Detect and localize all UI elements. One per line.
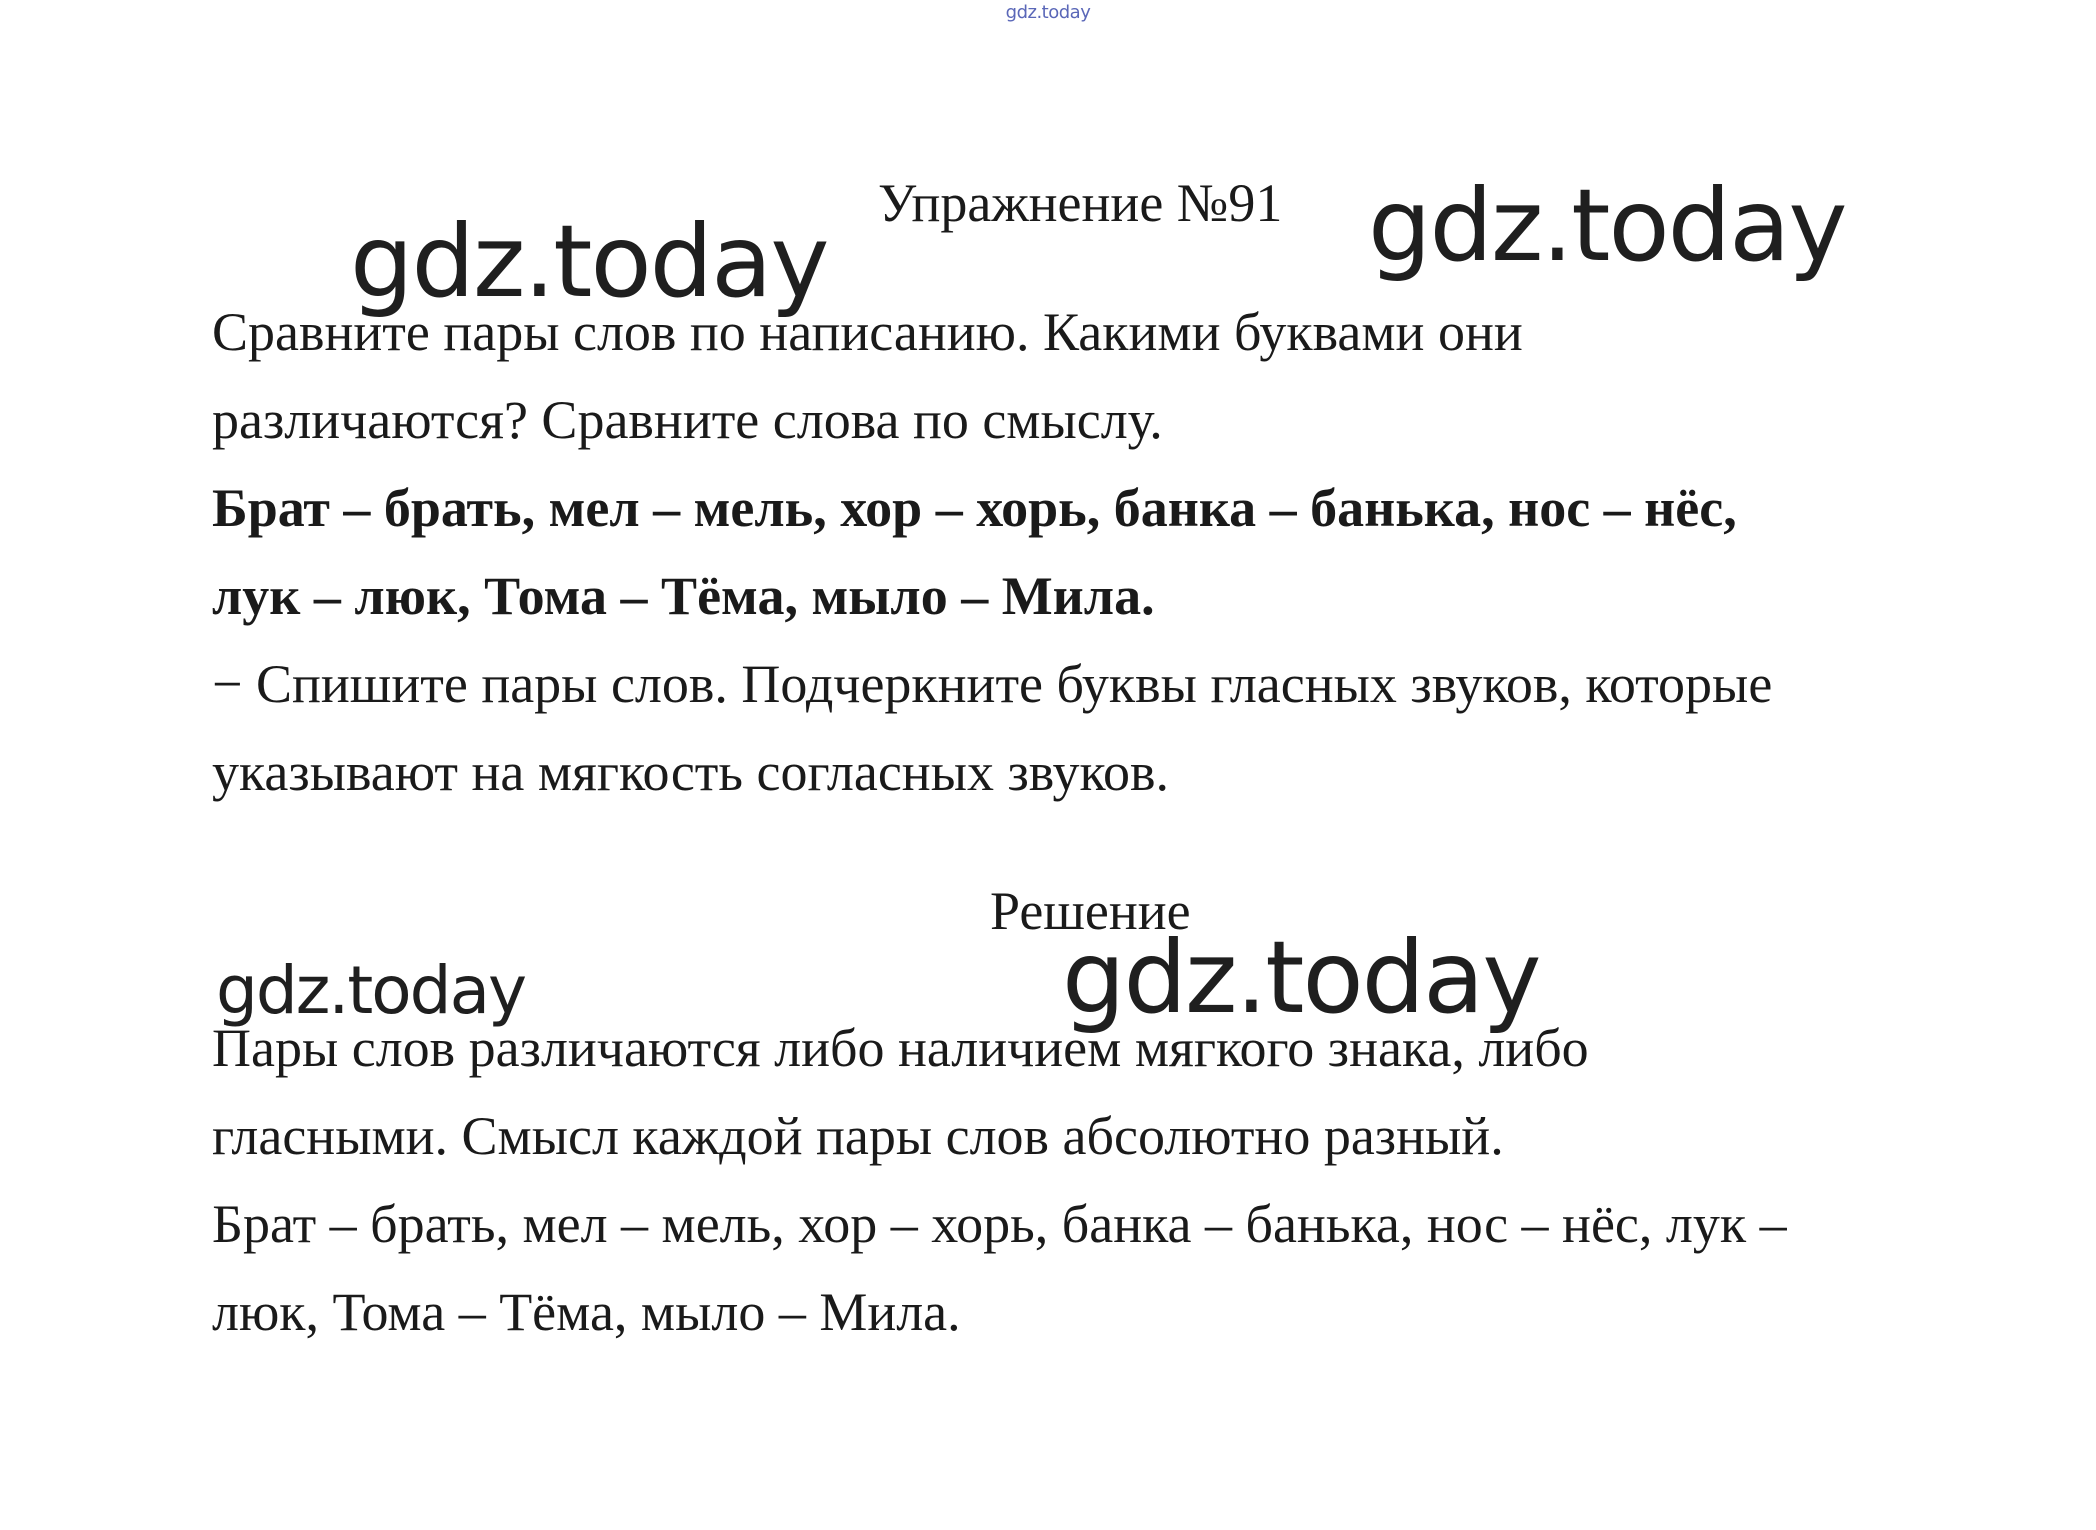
watermark-2: gdz.today <box>1368 167 1846 284</box>
solution-line: люк, Тома – Тёма, мыло – Мила. <box>212 1282 961 1342</box>
exercise-body <box>212 288 2012 816</box>
task-line: различаются? Сравните слова по смыслу. <box>212 390 1163 450</box>
solution-line: гласными. Смысл каждой пары слов абсолютно разный. <box>212 1106 1504 1166</box>
watermark-4: gdz.today <box>1062 919 1540 1036</box>
solution-line: Пары слов различаются либо наличием мягкого знака, либо <box>212 1018 1589 1078</box>
exercise-title: Упражнение №91 <box>878 173 1283 233</box>
solution-body <box>212 1004 2012 1356</box>
top-watermark: gdz.today <box>1005 2 1091 23</box>
watermark-1: gdz.today <box>350 203 828 320</box>
instruction-line: − Спишите пары слов. Подчеркните буквы гласных звуков, которые <box>212 654 1773 714</box>
watermark-3: gdz.today <box>216 952 526 1029</box>
word-pairs-line: Брат – брать, мел – мель, хор – хорь, банка – банька, нос – нёс, <box>212 478 1737 538</box>
solution-line: Брат – брать, мел – мель, хор – хорь, банка – банька, нос – нёс, лук – <box>212 1194 1787 1254</box>
instruction-line: указывают на мягкость согласных звуков. <box>212 742 1169 802</box>
task-line: Сравните пары слов по написанию. Какими буквами они <box>212 302 1523 362</box>
word-pairs-line: лук – люк, Тома – Тёма, мыло – Мила. <box>212 566 1155 626</box>
solution-title: Решение <box>990 881 1191 941</box>
